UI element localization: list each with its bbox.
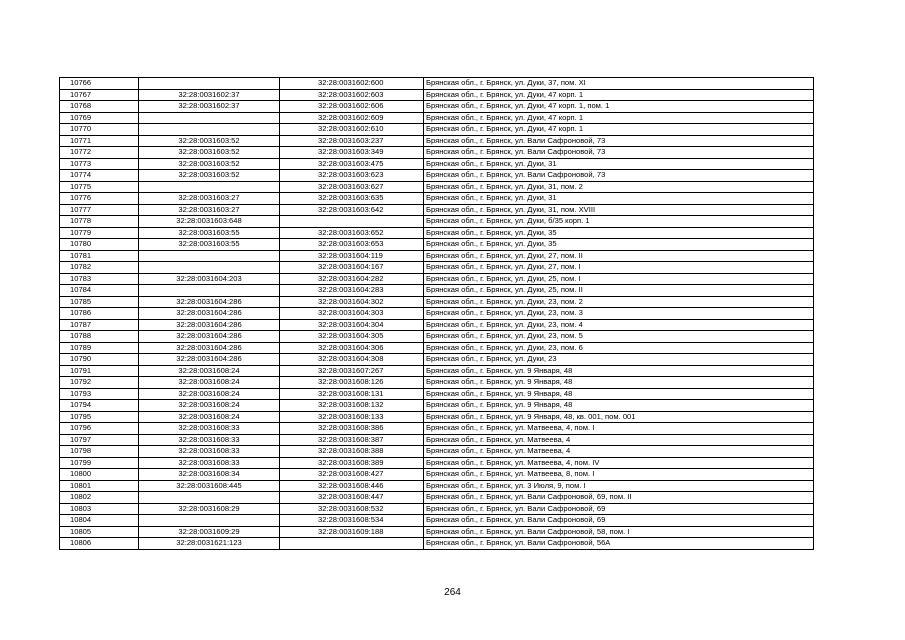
table-row xyxy=(60,319,814,331)
parcel-number-cell: 32:28:0031603:52 xyxy=(139,170,280,182)
address-cell: Брянская обл., г. Брянск, ул. Дуки, 31, пом. 2 xyxy=(424,181,814,193)
object-number-cell: 32:28:0031608:427 xyxy=(280,469,424,481)
address-cell: Брянская обл., г. Брянск, ул. Дуки, 35 xyxy=(424,239,814,251)
address-cell: Брянская обл., г. Брянск, ул. Матвеева, 4, пом. IV xyxy=(424,457,814,469)
record-number-cell: 10788 xyxy=(60,331,139,343)
object-number-cell: 32:28:0031608:534 xyxy=(280,515,424,527)
parcel-number-cell: 32:28:0031602:37 xyxy=(139,101,280,113)
record-number-cell: 10770 xyxy=(60,124,139,136)
object-number-cell: 32:28:0031608:532 xyxy=(280,503,424,515)
table-row xyxy=(60,170,814,182)
object-number-cell: 32:28:0031607:267 xyxy=(280,365,424,377)
parcel-number-cell: 32:28:0031603:52 xyxy=(139,158,280,170)
table-row xyxy=(60,331,814,343)
address-cell: Брянская обл., г. Брянск, ул. Дуки, 47 корп. 1 xyxy=(424,124,814,136)
table-row xyxy=(60,101,814,113)
table-row xyxy=(60,158,814,170)
object-number-cell: 32:28:0031603:635 xyxy=(280,193,424,205)
address-cell: Брянская обл., г. Брянск, ул. Дуки, 23 xyxy=(424,354,814,366)
record-number-cell: 10775 xyxy=(60,181,139,193)
address-cell: Брянская обл., г. Брянск, ул. 9 Января, 48 xyxy=(424,400,814,412)
address-cell: Брянская обл., г. Брянск, ул. Дуки, 23, пом. 6 xyxy=(424,342,814,354)
object-number-cell: 32:28:0031608:388 xyxy=(280,446,424,458)
parcel-number-cell: 32:28:0031608:24 xyxy=(139,377,280,389)
object-number-cell: 32:28:0031604:304 xyxy=(280,319,424,331)
record-number-cell: 10798 xyxy=(60,446,139,458)
table-row xyxy=(60,469,814,481)
address-cell: Брянская обл., г. Брянск, ул. Дуки, 23, пом. 5 xyxy=(424,331,814,343)
record-number-cell: 10771 xyxy=(60,135,139,147)
record-number-cell: 10794 xyxy=(60,400,139,412)
object-number-cell: 32:28:0031604:119 xyxy=(280,250,424,262)
table-row xyxy=(60,492,814,504)
table-row xyxy=(60,308,814,320)
table-row xyxy=(60,124,814,136)
object-number-cell: 32:28:0031602:610 xyxy=(280,124,424,136)
record-number-cell: 10803 xyxy=(60,503,139,515)
parcel-number-cell: 32:28:0031608:24 xyxy=(139,365,280,377)
object-number-cell: 32:28:0031603:349 xyxy=(280,147,424,159)
table-row xyxy=(60,434,814,446)
address-cell: Брянская обл., г. Брянск, ул. Дуки, 23, пом. 2 xyxy=(424,296,814,308)
record-number-cell: 10805 xyxy=(60,526,139,538)
parcel-number-cell: 32:28:0031608:33 xyxy=(139,446,280,458)
table-row xyxy=(60,285,814,297)
parcel-number-cell: 32:28:0031604:286 xyxy=(139,296,280,308)
table-row xyxy=(60,89,814,101)
table-row xyxy=(60,262,814,274)
parcel-number-cell: 32:28:0031603:55 xyxy=(139,227,280,239)
address-cell: Брянская обл., г. Брянск, ул. Дуки, 31 xyxy=(424,193,814,205)
parcel-number-cell xyxy=(139,181,280,193)
record-number-cell: 10801 xyxy=(60,480,139,492)
table-row xyxy=(60,503,814,515)
parcel-number-cell: 32:28:0031608:29 xyxy=(139,503,280,515)
address-cell: Брянская обл., г. Брянск, ул. Дуки, 35 xyxy=(424,227,814,239)
table-row xyxy=(60,388,814,400)
address-cell: Брянская обл., г. Брянск, ул. Дуки, 23, пом. 3 xyxy=(424,308,814,320)
record-number-cell: 10787 xyxy=(60,319,139,331)
record-number-cell: 10778 xyxy=(60,216,139,228)
object-number-cell xyxy=(280,216,424,228)
address-cell: Брянская обл., г. Брянск, ул. Вали Сафроновой, 73 xyxy=(424,147,814,159)
address-cell: Брянская обл., г. Брянск, ул. Дуки, 31, пом. XVIII xyxy=(424,204,814,216)
table-row xyxy=(60,538,814,550)
address-cell: Брянская обл., г. Брянск, ул. Дуки, 31 xyxy=(424,158,814,170)
parcel-number-cell: 32:28:0031608:33 xyxy=(139,423,280,435)
table-row xyxy=(60,296,814,308)
address-cell: Брянская обл., г. Брянск, ул. 9 Января, 48 xyxy=(424,377,814,389)
parcel-number-cell: 32:28:0031603:52 xyxy=(139,135,280,147)
record-number-cell: 10782 xyxy=(60,262,139,274)
object-number-cell: 32:28:0031603:237 xyxy=(280,135,424,147)
record-number-cell: 10783 xyxy=(60,273,139,285)
parcel-number-cell: 32:28:0031603:55 xyxy=(139,239,280,251)
address-cell: Брянская обл., г. Брянск, ул. Дуки, 23, пом. 4 xyxy=(424,319,814,331)
object-number-cell: 32:28:0031604:283 xyxy=(280,285,424,297)
parcel-number-cell: 32:28:0031608:33 xyxy=(139,457,280,469)
parcel-number-cell: 32:28:0031603:648 xyxy=(139,216,280,228)
record-number-cell: 10799 xyxy=(60,457,139,469)
parcel-number-cell: 32:28:0031608:24 xyxy=(139,388,280,400)
table-row xyxy=(60,342,814,354)
address-cell: Брянская обл., г. Брянск, ул. 3 Июля, 9, пом. I xyxy=(424,480,814,492)
address-cell: Брянская обл., г. Брянск, ул. 9 Января, 48, кв. 001, пом. 001 xyxy=(424,411,814,423)
object-number-cell: 32:28:0031609:188 xyxy=(280,526,424,538)
table-row xyxy=(60,365,814,377)
object-number-cell: 32:28:0031608:386 xyxy=(280,423,424,435)
object-number-cell: 32:28:0031608:131 xyxy=(280,388,424,400)
record-number-cell: 10792 xyxy=(60,377,139,389)
parcel-number-cell: 32:28:0031603:27 xyxy=(139,193,280,205)
table-row xyxy=(60,354,814,366)
record-number-cell: 10797 xyxy=(60,434,139,446)
address-cell: Брянская обл., г. Брянск, ул. Матвеева, 4 xyxy=(424,434,814,446)
address-cell: Брянская обл., г. Брянск, ул. Дуки, 37, пом. XI xyxy=(424,78,814,90)
table-row xyxy=(60,423,814,435)
parcel-number-cell: 32:28:0031604:286 xyxy=(139,319,280,331)
object-number-cell: 32:28:0031608:389 xyxy=(280,457,424,469)
table-row xyxy=(60,112,814,124)
address-cell: Брянская обл., г. Брянск, ул. Вали Сафроновой, 56А xyxy=(424,538,814,550)
record-number-cell: 10796 xyxy=(60,423,139,435)
object-number-cell: 32:28:0031604:282 xyxy=(280,273,424,285)
table-row xyxy=(60,273,814,285)
parcel-number-cell xyxy=(139,492,280,504)
record-number-cell: 10768 xyxy=(60,101,139,113)
address-cell: Брянская обл., г. Брянск, ул. Вали Сафроновой, 69 xyxy=(424,515,814,527)
parcel-number-cell xyxy=(139,112,280,124)
object-number-cell: 32:28:0031603:475 xyxy=(280,158,424,170)
address-cell: Брянская обл., г. Брянск, ул. 9 Января, 48 xyxy=(424,365,814,377)
address-cell: Брянская обл., г. Брянск, ул. Дуки, 27, пом. II xyxy=(424,250,814,262)
record-number-cell: 10772 xyxy=(60,147,139,159)
parcel-number-cell: 32:28:0031609:29 xyxy=(139,526,280,538)
parcel-number-cell: 32:28:0031608:445 xyxy=(139,480,280,492)
table-row xyxy=(60,446,814,458)
record-number-cell: 10780 xyxy=(60,239,139,251)
table-row xyxy=(60,411,814,423)
object-number-cell: 32:28:0031608:447 xyxy=(280,492,424,504)
parcel-number-cell: 32:28:0031604:286 xyxy=(139,331,280,343)
parcel-number-cell xyxy=(139,285,280,297)
object-number-cell: 32:28:0031603:642 xyxy=(280,204,424,216)
record-number-cell: 10769 xyxy=(60,112,139,124)
records-table-body xyxy=(60,78,814,550)
object-number-cell: 32:28:0031602:603 xyxy=(280,89,424,101)
object-number-cell: 32:28:0031604:167 xyxy=(280,262,424,274)
object-number-cell: 32:28:0031604:303 xyxy=(280,308,424,320)
object-number-cell: 32:28:0031602:606 xyxy=(280,101,424,113)
record-number-cell: 10766 xyxy=(60,78,139,90)
address-cell: Брянская обл., г. Брянск, ул. Матвеева, 4, пом. I xyxy=(424,423,814,435)
address-cell: Брянская обл., г. Брянск, ул. Матвеева, 8, пом. I xyxy=(424,469,814,481)
table-row xyxy=(60,181,814,193)
table-row xyxy=(60,400,814,412)
record-number-cell: 10774 xyxy=(60,170,139,182)
table-row xyxy=(60,147,814,159)
object-number-cell: 32:28:0031604:302 xyxy=(280,296,424,308)
address-cell: Брянская обл., г. Брянск, ул. 9 Января, 48 xyxy=(424,388,814,400)
table-row xyxy=(60,250,814,262)
parcel-number-cell: 32:28:0031608:34 xyxy=(139,469,280,481)
address-cell: Брянская обл., г. Брянск, ул. Вали Сафроновой, 73 xyxy=(424,135,814,147)
address-cell: Брянская обл., г. Брянск, ул. Вали Сафроновой, 69, пом. II xyxy=(424,492,814,504)
address-cell: Брянская обл., г. Брянск, ул. Вали Сафроновой, 69 xyxy=(424,503,814,515)
record-number-cell: 10806 xyxy=(60,538,139,550)
table-row xyxy=(60,216,814,228)
record-number-cell: 10773 xyxy=(60,158,139,170)
parcel-number-cell: 32:28:0031602:37 xyxy=(139,89,280,101)
object-number-cell xyxy=(280,538,424,550)
parcel-number-cell: 32:28:0031608:24 xyxy=(139,411,280,423)
record-number-cell: 10777 xyxy=(60,204,139,216)
record-number-cell: 10784 xyxy=(60,285,139,297)
parcel-number-cell: 32:28:0031604:286 xyxy=(139,308,280,320)
table-row xyxy=(60,480,814,492)
table-row xyxy=(60,193,814,205)
parcel-number-cell xyxy=(139,262,280,274)
object-number-cell: 32:28:0031604:306 xyxy=(280,342,424,354)
parcel-number-cell xyxy=(139,515,280,527)
object-number-cell: 32:28:0031608:387 xyxy=(280,434,424,446)
parcel-number-cell: 32:28:0031603:52 xyxy=(139,147,280,159)
parcel-number-cell: 32:28:0031604:286 xyxy=(139,354,280,366)
record-number-cell: 10789 xyxy=(60,342,139,354)
address-cell: Брянская обл., г. Брянск, ул. Вали Сафроновой, 58, пом. I xyxy=(424,526,814,538)
table-row xyxy=(60,526,814,538)
record-number-cell: 10781 xyxy=(60,250,139,262)
table-row xyxy=(60,515,814,527)
record-number-cell: 10790 xyxy=(60,354,139,366)
table-row xyxy=(60,135,814,147)
table-row xyxy=(60,227,814,239)
parcel-number-cell: 32:28:0031608:24 xyxy=(139,400,280,412)
address-cell: Брянская обл., г. Брянск, ул. Дуки, 47 корп. 1 xyxy=(424,112,814,124)
page-number: 264 xyxy=(444,587,461,598)
parcel-number-cell xyxy=(139,124,280,136)
parcel-number-cell xyxy=(139,250,280,262)
parcel-number-cell: 32:28:0031621:123 xyxy=(139,538,280,550)
record-number-cell: 10800 xyxy=(60,469,139,481)
records-table xyxy=(59,77,814,550)
address-cell: Брянская обл., г. Брянск, ул. Дуки, 47 корп. 1, пом. 1 xyxy=(424,101,814,113)
record-number-cell: 10779 xyxy=(60,227,139,239)
parcel-number-cell: 32:28:0031604:203 xyxy=(139,273,280,285)
object-number-cell: 32:28:0031603:653 xyxy=(280,239,424,251)
record-number-cell: 10802 xyxy=(60,492,139,504)
address-cell: Брянская обл., г. Брянск, ул. Дуки, 25, пом. I xyxy=(424,273,814,285)
table-row xyxy=(60,457,814,469)
address-cell: Брянская обл., г. Брянск, ул. Дуки, 47 корп. 1 xyxy=(424,89,814,101)
record-number-cell: 10795 xyxy=(60,411,139,423)
object-number-cell: 32:28:0031602:600 xyxy=(280,78,424,90)
parcel-number-cell: 32:28:0031604:286 xyxy=(139,342,280,354)
object-number-cell: 32:28:0031608:126 xyxy=(280,377,424,389)
table-row xyxy=(60,78,814,90)
object-number-cell: 32:28:0031603:652 xyxy=(280,227,424,239)
address-cell: Брянская обл., г. Брянск, ул. Дуки, 27, пом. I xyxy=(424,262,814,274)
record-number-cell: 10785 xyxy=(60,296,139,308)
object-number-cell: 32:28:0031603:627 xyxy=(280,181,424,193)
address-cell: Брянская обл., г. Брянск, ул. Матвеева, 4 xyxy=(424,446,814,458)
object-number-cell: 32:28:0031608:132 xyxy=(280,400,424,412)
object-number-cell: 32:28:0031604:305 xyxy=(280,331,424,343)
object-number-cell: 32:28:0031604:308 xyxy=(280,354,424,366)
record-number-cell: 10793 xyxy=(60,388,139,400)
address-cell: Брянская обл., г. Брянск, ул. Дуки, 25, пом. II xyxy=(424,285,814,297)
parcel-number-cell: 32:28:0031603:27 xyxy=(139,204,280,216)
object-number-cell: 32:28:0031602:609 xyxy=(280,112,424,124)
parcel-number-cell: 32:28:0031608:33 xyxy=(139,434,280,446)
object-number-cell: 32:28:0031608:446 xyxy=(280,480,424,492)
table-row xyxy=(60,204,814,216)
record-number-cell: 10767 xyxy=(60,89,139,101)
address-cell: Брянская обл., г. Брянск, ул. Дуки, б/35 корп. 1 xyxy=(424,216,814,228)
object-number-cell: 32:28:0031603:623 xyxy=(280,170,424,182)
object-number-cell: 32:28:0031608:133 xyxy=(280,411,424,423)
table-row xyxy=(60,377,814,389)
record-number-cell: 10804 xyxy=(60,515,139,527)
address-cell: Брянская обл., г. Брянск, ул. Вали Сафроновой, 73 xyxy=(424,170,814,182)
record-number-cell: 10786 xyxy=(60,308,139,320)
parcel-number-cell xyxy=(139,78,280,90)
record-number-cell: 10791 xyxy=(60,365,139,377)
record-number-cell: 10776 xyxy=(60,193,139,205)
table-row xyxy=(60,239,814,251)
